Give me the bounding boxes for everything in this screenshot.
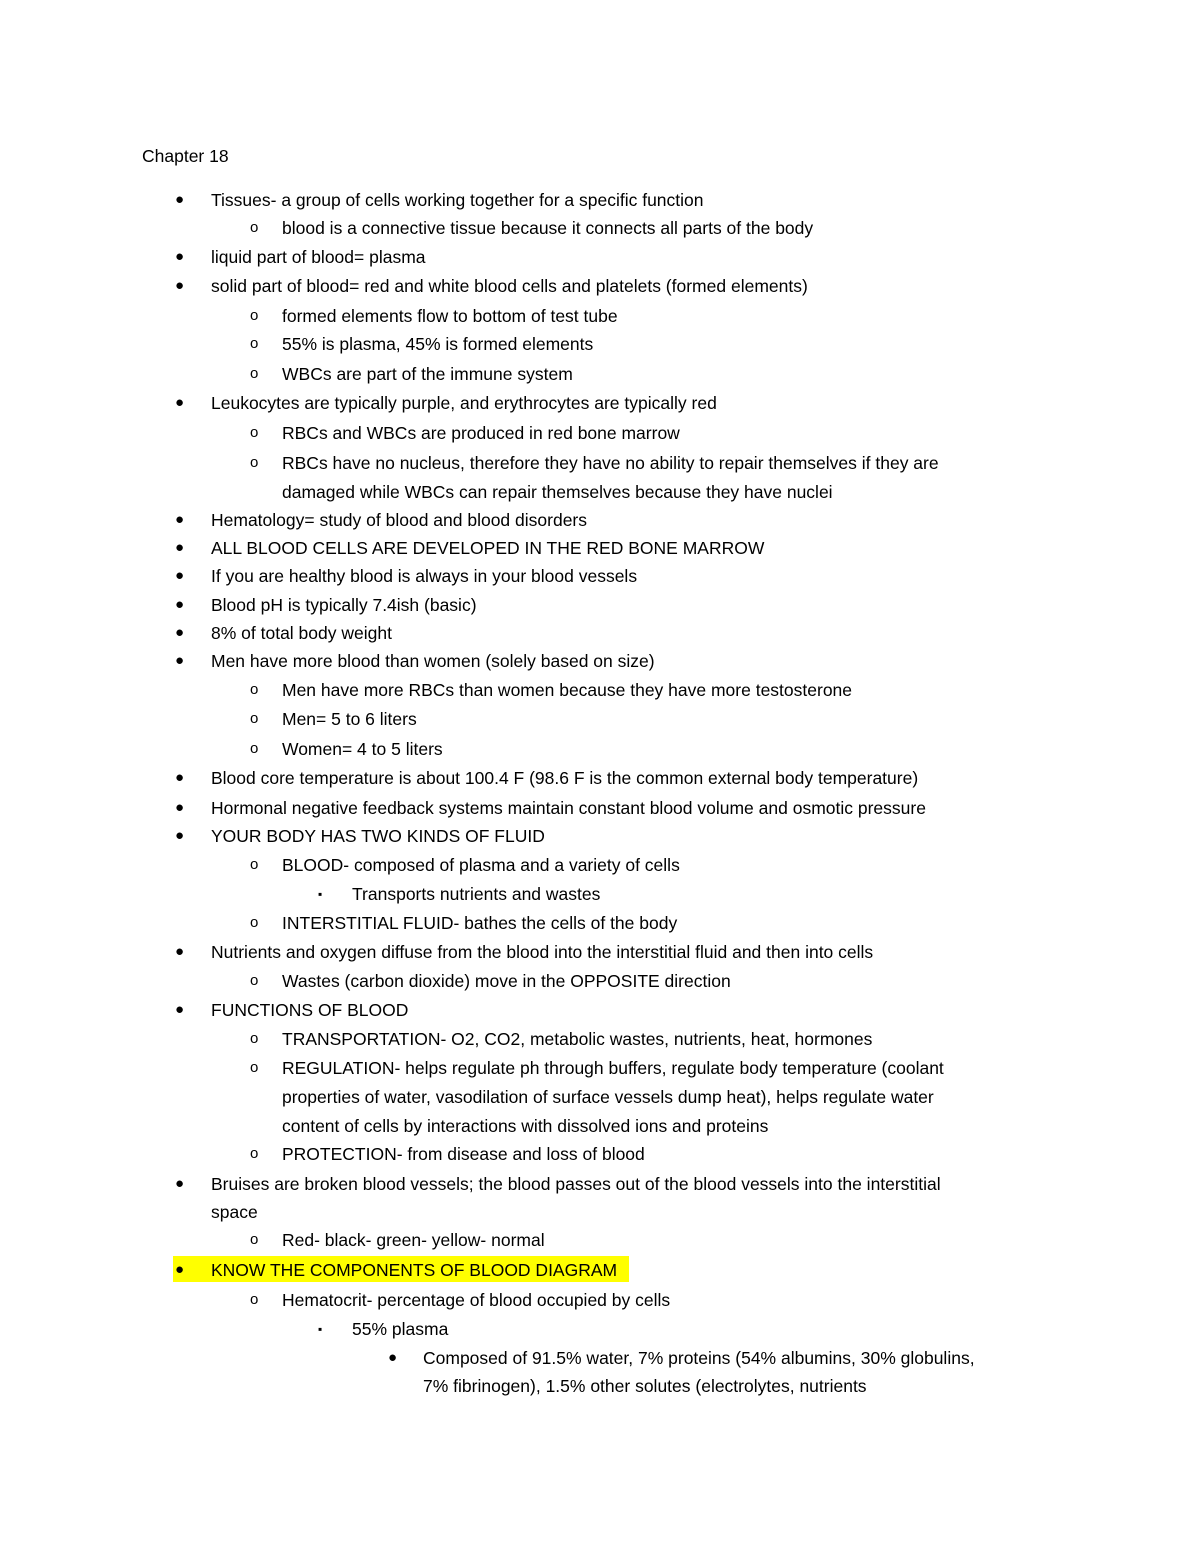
bullet-icon: ▪	[318, 887, 323, 901]
bullet-icon: o	[250, 1059, 259, 1076]
bullet-icon: o	[250, 1030, 259, 1047]
list-item: formed elements flow to bottom of test tube	[282, 306, 618, 326]
list-item: Wastes (carbon dioxide) move in the OPPOSITE direction	[282, 971, 731, 991]
chapter-title: Chapter 18	[142, 146, 229, 166]
list-item: WBCs are part of the immune system	[282, 364, 573, 384]
bullet-icon: ●	[175, 827, 185, 844]
list-item: Composed of 91.5% water, 7% proteins (54% albumins, 30% globulins,	[423, 1348, 975, 1368]
bullet-icon: ●	[175, 277, 185, 294]
list-item: Leukocytes are typically purple, and erythrocytes are typically red	[211, 393, 717, 413]
bullet-icon: ●	[175, 394, 185, 411]
bullet-icon: o	[250, 1231, 259, 1248]
bullet-icon: o	[250, 856, 259, 873]
list-item: If you are healthy blood is always in your blood vessels	[211, 566, 638, 586]
bullet-icon: o	[250, 1291, 259, 1308]
bullet-icon: o	[250, 307, 259, 324]
list-item: ALL BLOOD CELLS ARE DEVELOPED IN THE RED BONE MARROW	[211, 538, 765, 558]
list-item: Men= 5 to 6 liters	[282, 709, 417, 729]
list-item-continuation: space	[211, 1202, 258, 1222]
list-item: Nutrients and oxygen diffuse from the blood into the interstitial fluid and then into cells	[211, 942, 874, 962]
bullet-icon: ▪	[318, 1322, 323, 1336]
list-item: 55% plasma	[352, 1319, 449, 1339]
list-item: FUNCTIONS OF BLOOD	[211, 1000, 409, 1020]
list-item: INTERSTITIAL FLUID- bathes the cells of the body	[282, 913, 678, 933]
bullet-icon: ●	[175, 769, 185, 786]
list-item-continuation: content of cells by interactions with dissolved ions and proteins	[282, 1116, 769, 1136]
bullet-icon: o	[250, 454, 259, 471]
bullet-icon: ●	[175, 511, 185, 528]
bullet-icon: o	[250, 740, 259, 757]
list-item: Red- black- green- yellow- normal	[282, 1230, 545, 1250]
bullet-icon: ●	[175, 596, 185, 613]
list-item-continuation: 7% fibrinogen), 1.5% other solutes (electrolytes, nutrients	[423, 1376, 867, 1396]
list-item: RBCs have no nucleus, therefore they have no ability to repair themselves if they are	[282, 453, 939, 473]
bullet-icon: ●	[175, 799, 185, 816]
list-item: liquid part of blood= plasma	[211, 247, 426, 267]
bullet-icon: o	[250, 681, 259, 698]
list-item: TRANSPORTATION- O2, CO2, metabolic wastes, nutrients, heat, hormones	[282, 1029, 873, 1049]
bullet-icon: ●	[388, 1349, 398, 1366]
list-item: Hormonal negative feedback systems maintain constant blood volume and osmotic pressure	[211, 798, 926, 818]
list-item: Bruises are broken blood vessels; the blood passes out of the blood vessels into the interstitial	[211, 1174, 941, 1194]
bullet-icon: o	[250, 219, 259, 236]
list-item: 8% of total body weight	[211, 623, 392, 643]
bullet-icon: ●	[175, 1001, 185, 1018]
list-item: YOUR BODY HAS TWO KINDS OF FLUID	[211, 826, 545, 846]
list-item-continuation: damaged while WBCs can repair themselves because they have nuclei	[282, 482, 833, 502]
list-item: Hematology= study of blood and blood disorders	[211, 510, 588, 530]
list-item: Men have more blood than women (solely based on size)	[211, 651, 655, 671]
list-item: RBCs and WBCs are produced in red bone marrow	[282, 423, 680, 443]
bullet-icon: o	[250, 335, 259, 352]
bullet-icon: o	[250, 365, 259, 382]
bullet-icon: ●	[175, 1175, 185, 1192]
list-item: Blood core temperature is about 100.4 F (98.6 F is the common external body temperature)	[211, 768, 919, 788]
list-item: Transports nutrients and wastes	[352, 884, 601, 904]
list-item: Women= 4 to 5 liters	[282, 739, 443, 759]
list-item: REGULATION- helps regulate ph through buffers, regulate body temperature (coolant	[282, 1058, 944, 1078]
bullet-icon: o	[250, 1145, 259, 1162]
bullet-icon: ●	[175, 1261, 185, 1278]
bullet-icon: ●	[175, 191, 185, 208]
bullet-icon: o	[250, 914, 259, 931]
list-item: BLOOD- composed of plasma and a variety of cells	[282, 855, 680, 875]
bullet-icon: ●	[175, 624, 185, 641]
list-item: blood is a connective tissue because it connects all parts of the body	[282, 218, 814, 238]
bullet-icon: ●	[175, 539, 185, 556]
bullet-icon: ●	[175, 248, 185, 265]
list-item-continuation: properties of water, vasodilation of surface vessels dump heat), helps regulate water	[282, 1087, 934, 1107]
bullet-icon: ●	[175, 567, 185, 584]
list-item: Blood pH is typically 7.4ish (basic)	[211, 595, 477, 615]
list-item: 55% is plasma, 45% is formed elements	[282, 334, 594, 354]
highlighted-list-item: KNOW THE COMPONENTS OF BLOOD DIAGRAM	[211, 1260, 618, 1280]
list-item: Tissues- a group of cells working together for a specific function	[211, 190, 704, 210]
bullet-icon: o	[250, 972, 259, 989]
list-item: solid part of blood= red and white blood cells and platelets (formed elements)	[211, 276, 808, 296]
bullet-icon: ●	[175, 652, 185, 669]
bullet-icon: ●	[175, 943, 185, 960]
bullet-icon: o	[250, 710, 259, 727]
bullet-icon: o	[250, 424, 259, 441]
list-item: Men have more RBCs than women because they have more testosterone	[282, 680, 853, 700]
list-item: PROTECTION- from disease and loss of blood	[282, 1144, 645, 1164]
list-item: Hematocrit- percentage of blood occupied by cells	[282, 1290, 671, 1310]
